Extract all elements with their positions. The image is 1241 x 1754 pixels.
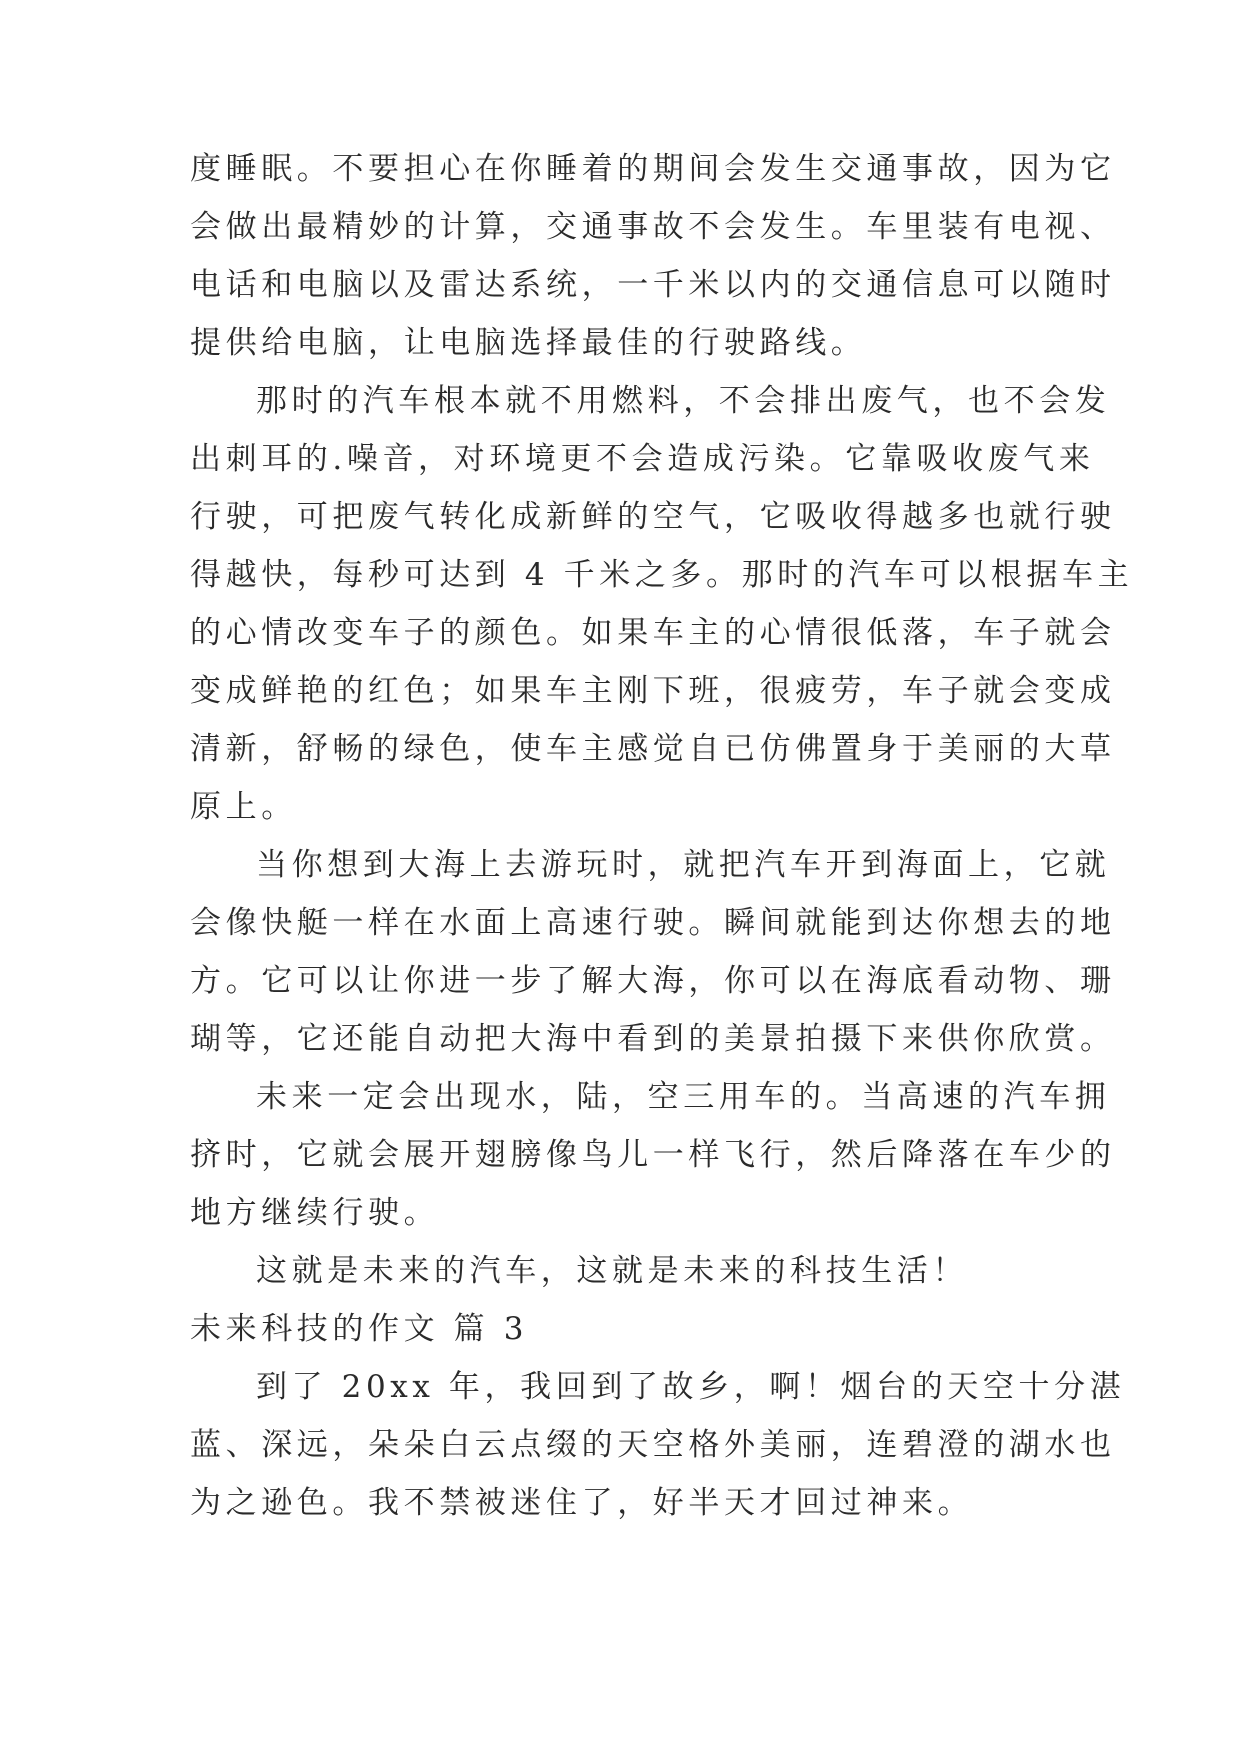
paragraph-first-line: 当你想到大海上去游玩时，就把汽车开到海面上，它就 [256,847,1111,883]
paragraph-first-line: 未来一定会出现水，陆，空三用车的。当高速的汽车拥 [256,1079,1111,1115]
text-line: 变成鲜艳的红色；如果车主刚下班，很疲劳，车子就会变成 [190,673,1116,709]
text-line: 地方继续行驶。 [190,1195,440,1231]
paragraph-first-line: 这就是未来的汽车，这就是未来的科技生活！ [256,1253,968,1289]
text-line: 清新，舒畅的绿色，使车主感觉自已仿佛置身于美丽的大草 [190,731,1116,767]
text-line: 行驶，可把废气转化成新鲜的空气，它吸收得越多也就行驶 [190,499,1116,535]
text-line: 方。它可以让你进一步了解大海，你可以在海底看动物、珊 [190,963,1116,999]
text-line: 会像快艇一样在水面上高速行驶。瞬间就能到达你想去的地 [190,905,1116,941]
text-line: 得越快，每秒可达到 4 千米之多。那时的汽车可以根据车主 [190,557,1134,593]
text-line: 的心情改变车子的颜色。如果车主的心情很低落，车子就会 [190,615,1116,651]
text-line: 瑚等，它还能自动把大海中看到的美景拍摄下来供你欣赏。 [190,1021,1116,1057]
text-line: 挤时，它就会展开翅膀像鸟儿一样飞行，然后降落在车少的 [190,1137,1116,1173]
paragraph-first-line: 到了 20xx 年，我回到了故乡，啊！烟台的天空十分湛 [256,1369,1126,1405]
text-line: 为之逊色。我不禁被迷住了，好半天才回过神来。 [190,1485,974,1521]
section-heading: 未来科技的作文 篇 3 [190,1311,529,1347]
text-line: 蓝、深远，朵朵白云点缀的天空格外美丽，连碧澄的湖水也 [190,1427,1116,1463]
paragraph-first-line: 那时的汽车根本就不用燃料，不会排出废气，也不会发 [256,383,1111,419]
text-line: 度睡眠。不要担心在你睡着的期间会发生交通事故，因为它 [190,151,1116,187]
text-line: 原上。 [190,789,297,825]
text-line: 电话和电脑以及雷达系统，一千米以内的交通信息可以随时 [190,267,1116,303]
text-line: 会做出最精妙的计算，交通事故不会发生。车里装有电视、 [190,209,1116,245]
text-line: 出刺耳的.噪音，对环境更不会造成污染。它靠吸收废气来 [190,441,1095,477]
text-line: 提供给电脑，让电脑选择最佳的行驶路线。 [190,325,867,361]
